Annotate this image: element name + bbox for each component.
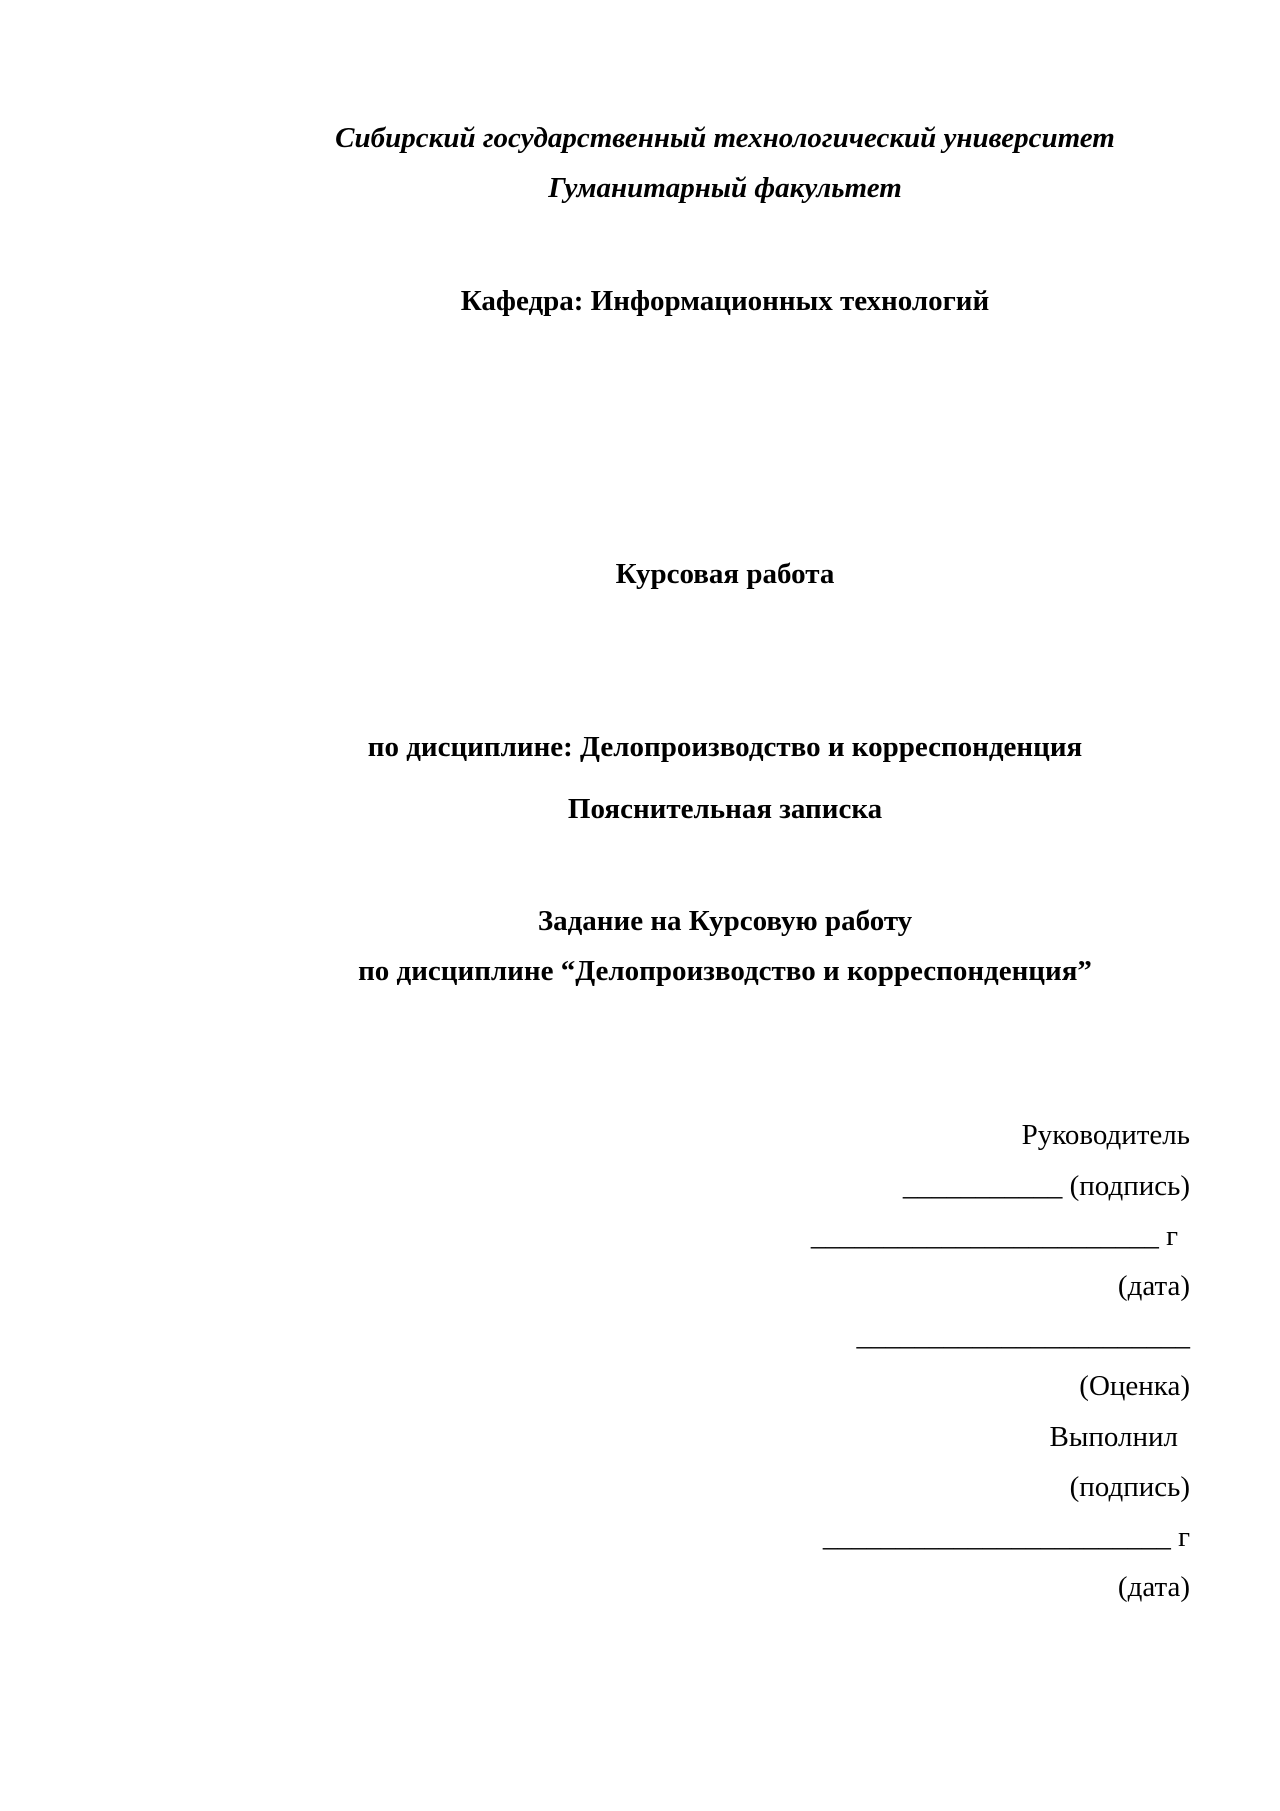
assignment-discipline: по дисциплине “Делопроизводство и корреспонденция” [358,955,1092,987]
grade-label: (Оценка) [1079,1370,1190,1402]
faculty-name: Гуманитарный факультет [548,172,902,204]
department-name: Кафедра: Информационных технологий [460,285,990,317]
assignment-title: Задание на Курсовую работу [537,905,913,937]
performer-label: Выполнил [1049,1421,1178,1453]
supervisor-date-label: (дата) [1117,1270,1190,1302]
performer-date-line: ________________________ г [822,1521,1190,1553]
performer-date-label: (дата) [1117,1571,1190,1603]
grade-line: _______________________ [856,1320,1190,1352]
supervisor-label: Руководитель [1021,1119,1190,1151]
performer-signature: (подпись) [1069,1471,1190,1503]
explanatory-note: Пояснительная записка [567,793,883,825]
supervisor-signature: ___________ (подпись) [902,1170,1190,1202]
discipline: по дисциплине: Делопроизводство и корреспонденция [367,731,1083,763]
university-name: Сибирский государственный технологический университет [335,122,1115,154]
supervisor-date-line: ________________________ г [810,1220,1178,1252]
work-type: Курсовая работа [615,558,835,590]
